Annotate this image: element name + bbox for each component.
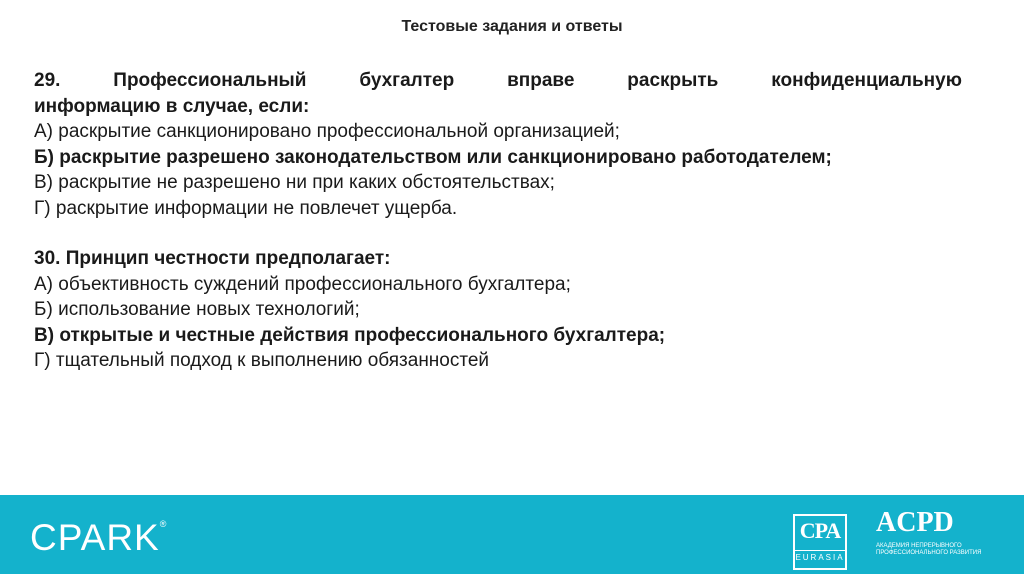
cpa-eurasia-logo <box>793 514 847 570</box>
cpa-logo-sub: EURASIA <box>795 550 845 562</box>
q30-option-c-correct: В) открытые и честные действия профессионального бухгалтера; <box>34 324 666 346</box>
footer-bar <box>0 495 1024 574</box>
cpark-logo-text: CPARK <box>30 517 160 558</box>
question-29-title-line2: информацию в случае, если: <box>34 95 310 117</box>
q29-word: вправе <box>507 70 575 91</box>
q29-word: бухгалтер <box>359 70 455 91</box>
q29-word: 29. <box>34 70 61 91</box>
q29-option-b-correct: Б) раскрытие разрешено законодательством или санкционировано работодателем; <box>34 146 832 168</box>
acpd-logo-sub2: ПРОФЕССИОНАЛЬНОГО РАЗВИТИЯ <box>876 550 982 556</box>
q29-word: Профессиональный <box>113 70 307 91</box>
q29-option-d: Г) раскрытие информации не повлечет ущерба. <box>34 197 458 219</box>
q29-option-c: В) раскрытие не разрешено ни при каких обстоятельствах; <box>34 172 555 193</box>
questions-area <box>34 68 962 374</box>
q30-option-a: А) объективность суждений профессионального бухгалтера; <box>34 273 571 295</box>
question-30-title: 30. Принцип честности предполагает: <box>34 248 391 269</box>
q30-option-d: Г) тщательный подход к выполнению обязанностей <box>34 350 490 371</box>
q29-word: раскрыть <box>627 70 719 91</box>
acpd-logo-main: ACPD <box>876 507 954 538</box>
cpa-logo-main: CPA <box>799 518 841 543</box>
q29-word: конфиденциальную <box>771 70 962 91</box>
cpark-logo: CPARK® <box>30 517 168 558</box>
acpd-logo-sub1: АКАДЕМИЯ НЕПРЕРЫВНОГО <box>876 543 962 549</box>
q29-option-a: А) раскрытие санкционировано профессиональной организацией; <box>34 121 620 142</box>
question-29-title-line1 <box>34 68 962 94</box>
q30-option-b: Б) использование новых технологий; <box>34 299 360 320</box>
acpd-logo <box>876 507 981 557</box>
spacer <box>34 221 962 246</box>
slide-title: Тестовые задания и ответы <box>401 18 623 35</box>
